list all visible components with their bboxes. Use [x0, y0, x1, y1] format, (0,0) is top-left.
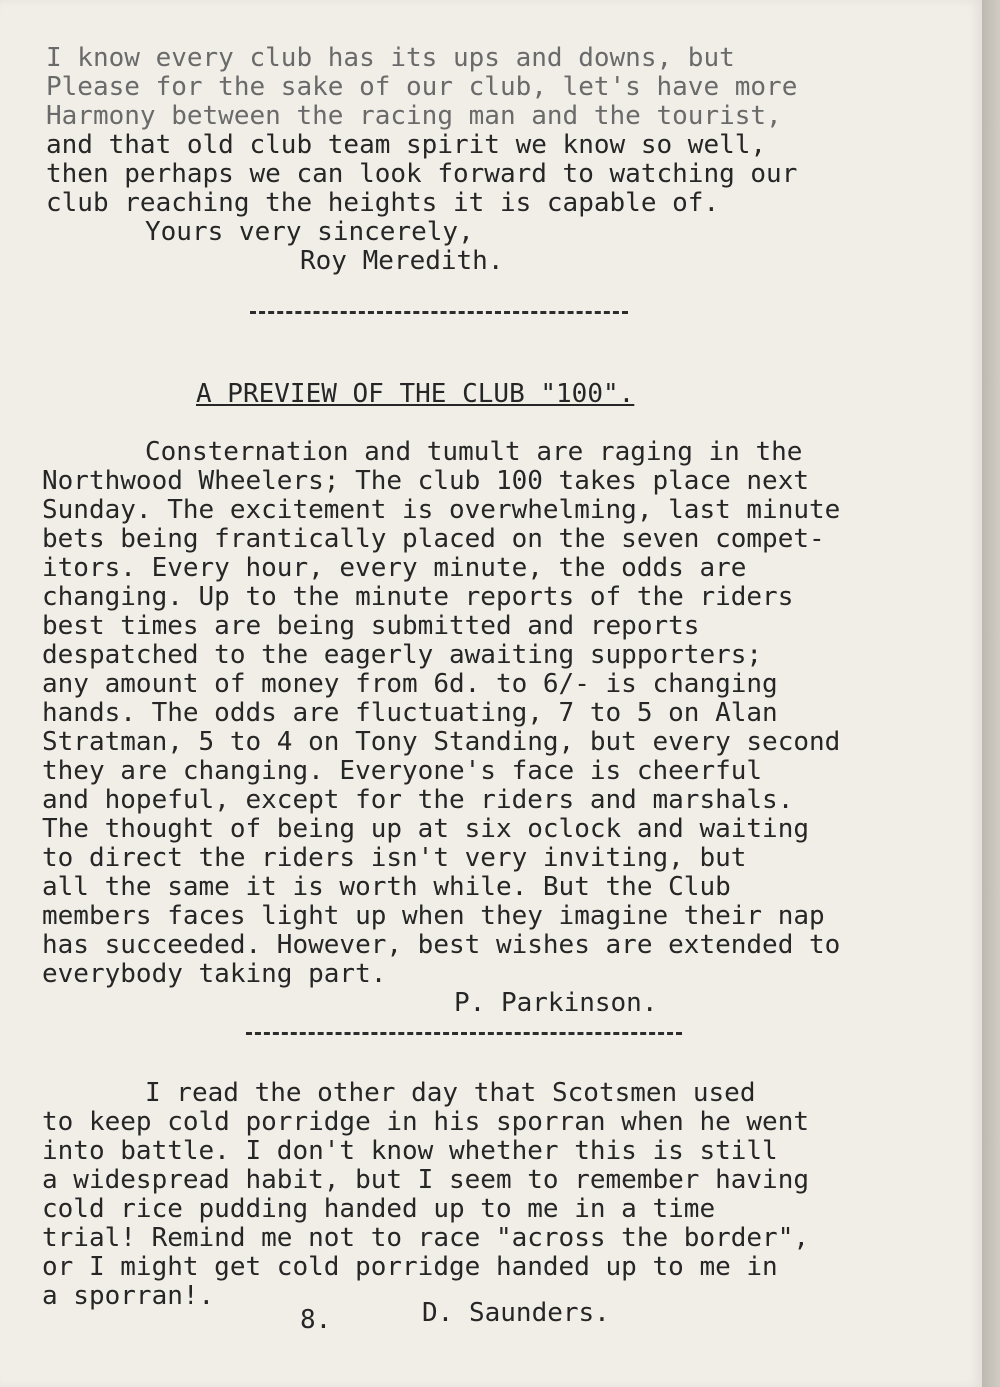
letter-line: Harmony between the racing man and the tourist,: [46, 101, 782, 131]
note-line: a sporran!.: [42, 1281, 215, 1311]
section-divider: [246, 1032, 682, 1035]
note-line: or I might get cold porridge handed up to me in: [42, 1252, 778, 1282]
article-line: and hopeful, except for the riders and marshals.: [42, 785, 794, 815]
note-line: cold rice pudding handed up to me in a time: [42, 1194, 716, 1224]
article-line: changing. Up to the minute reports of the riders: [42, 582, 794, 612]
letter-signature: Roy Meredith.: [300, 246, 504, 276]
article-line: hands. The odds are fluctuating, 7 to 5 on Alan: [42, 698, 778, 728]
article-line: Stratman, 5 to 4 on Tony Standing, but every second: [42, 727, 841, 757]
note-line: a widespread habit, but I seem to remember having: [42, 1165, 810, 1195]
note-author: D. Saunders.: [422, 1298, 610, 1328]
page-number: 8.: [300, 1305, 332, 1335]
article-line: The thought of being up at six oclock and waiting: [42, 814, 810, 844]
letter-line: club reaching the heights it is capable of.: [46, 188, 720, 218]
letter-line: I know every club has its ups and downs, but: [46, 43, 735, 73]
article-title: A PREVIEW OF THE CLUB "100".: [196, 379, 635, 409]
article-line: best times are being submitted and reports: [42, 611, 700, 641]
section-divider: [250, 311, 628, 314]
note-line: trial! Remind me not to race "across the border",: [42, 1223, 810, 1253]
note-line: I read the other day that Scotsmen used: [145, 1078, 756, 1108]
article-line: members faces light up when they imagine their nap: [42, 901, 825, 931]
article-line: itors. Every hour, every minute, the odds are: [42, 553, 747, 583]
article-line: to direct the riders isn't very inviting, but: [42, 843, 747, 873]
page-edge: [982, 0, 1000, 1387]
article-line: all the same it is worth while. But the Club: [42, 872, 731, 902]
article-line: bets being frantically placed on the seven compet-: [42, 524, 825, 554]
letter-line: Please for the sake of our club, let's have more: [46, 72, 798, 102]
letter-closing: Yours very sincerely,: [145, 217, 474, 247]
article-line: despatched to the eagerly awaiting supporters;: [42, 640, 763, 670]
article-line: they are changing. Everyone's face is cheerful: [42, 756, 763, 786]
article-line: any amount of money from 6d. to 6/- is changing: [42, 669, 778, 699]
article-author: P. Parkinson.: [454, 988, 658, 1018]
letter-line: then perhaps we can look forward to watching our: [46, 159, 798, 189]
note-line: to keep cold porridge in his sporran when he went: [42, 1107, 810, 1137]
article-line: has succeeded. However, best wishes are extended to: [42, 930, 841, 960]
letter-line: and that old club team spirit we know so well,: [46, 130, 767, 160]
article-line: Sunday. The excitement is overwhelming, last minute: [42, 495, 841, 525]
article-line: Northwood Wheelers; The club 100 takes place next: [42, 466, 810, 496]
article-line: everybody taking part.: [42, 959, 387, 989]
article-line: Consternation and tumult are raging in the: [145, 437, 803, 467]
note-line: into battle. I don't know whether this is still: [42, 1136, 778, 1166]
